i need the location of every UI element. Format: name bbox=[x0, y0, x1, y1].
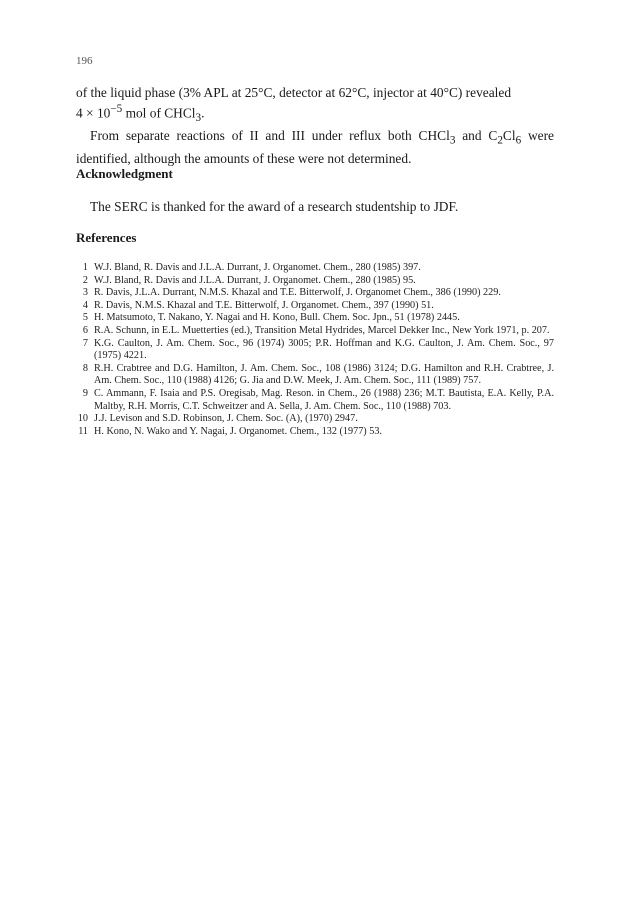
reference-text: H. Kono, N. Wako and Y. Nagai, J. Organomet. Chem., 132 (1977) 53. bbox=[94, 425, 382, 437]
reference-text: R. Davis, J.L.A. Durrant, N.M.S. Khazal and T.E. Bitterwolf, J. Organomet Chem., 386 (1990) 229. bbox=[94, 287, 501, 299]
reference-item bbox=[76, 312, 554, 325]
paragraph-separate-reactions bbox=[76, 127, 554, 167]
reference-item bbox=[76, 262, 554, 275]
reference-text: R. Davis, N.M.S. Khazal and T.E. Bitterwolf, J. Organomet. Chem., 397 (1990) 51. bbox=[94, 299, 434, 311]
reference-item bbox=[76, 363, 554, 388]
reference-item bbox=[76, 426, 554, 439]
reference-number: 10 bbox=[77, 413, 88, 425]
reference-number: 11 bbox=[78, 425, 88, 437]
reference-list bbox=[76, 262, 554, 438]
reference-item bbox=[76, 287, 554, 300]
p2-pre: From separate reactions of II and III under reflux both CHCl bbox=[90, 128, 450, 144]
references-heading: References bbox=[76, 230, 137, 245]
body-text bbox=[76, 84, 554, 167]
reference-text: J.J. Levison and S.D. Robinson, J. Chem. Soc. (A), (1970) 2947. bbox=[94, 413, 358, 425]
page-number: 196 bbox=[76, 55, 93, 67]
reference-text: K.G. Caulton, J. Am. Chem. Soc., 96 (1974) 3005; P.R. Hoffman and K.G. Caulton, J. Am. Chem. Soc., 97 (1975) 4221. bbox=[94, 337, 554, 362]
reference-item bbox=[76, 338, 554, 363]
reference-number: 3 bbox=[82, 287, 88, 299]
reference-item bbox=[76, 275, 554, 288]
p2-sub2: 2 bbox=[497, 134, 503, 147]
reference-item bbox=[76, 325, 554, 338]
acknowledgment-text: The SERC is thanked for the award of a research studentship to JDF. bbox=[90, 199, 459, 214]
reference-number: 9 bbox=[82, 387, 88, 399]
results-line-1: of the liquid phase (3% APL at 25°C, detector at 62°C, injector at 40°C) revealed bbox=[76, 85, 512, 100]
reference-text: W.J. Bland, R. Davis and J.L.A. Durrant, J. Organomet. Chem., 280 (1985) 95. bbox=[94, 274, 416, 286]
reference-item bbox=[76, 300, 554, 313]
reference-text: W.J. Bland, R. Davis and J.L.A. Durrant, J. Organomet. Chem., 280 (1985) 397. bbox=[94, 262, 421, 273]
reference-item bbox=[76, 413, 554, 426]
reference-number: 4 bbox=[82, 299, 88, 311]
reference-text: C. Ammann, F. Isaia and P.S. Oregisab, Mag. Reson. in Chem., 26 (1988) 236; M.T. Bautista, E.A. Kelly, P.A. Maltby, R.H. Morris, C.T. Schweitzer and A. Sella, J. Am. Chem. Soc., 110 (1988) 703. bbox=[94, 387, 554, 412]
exponent: −5 bbox=[110, 103, 123, 115]
reference-text: H. Matsumoto, T. Nakano, Y. Nagai and H. Kono, Bull. Chem. Soc. Jpn., 51 (1978) 2445. bbox=[94, 312, 460, 324]
paragraph-results bbox=[76, 84, 554, 127]
reference-number: 2 bbox=[82, 274, 88, 286]
reference-text: R.A. Schunn, in E.L. Muetterties (ed.), Transition Metal Hydrides, Marcel Dekker Inc., New York 1971, p. 207. bbox=[94, 324, 550, 336]
reference-text: R.H. Crabtree and D.G. Hamilton, J. Am. Chem. Soc., 108 (1986) 3124; D.G. Hamilton and R.H. Crabtree, J. Am. Chem. Soc., 110 (1988) 4126; G. Jia and D.W. Meek, J. Am. Chem. Soc., 111 (1989) 757. bbox=[94, 362, 554, 387]
p2-post: were identified, although the amounts of these were not determined. bbox=[76, 128, 554, 166]
p2-sub3: 6 bbox=[515, 134, 522, 147]
p2-mid2: Cl bbox=[502, 128, 516, 144]
p2-sub1: 3 bbox=[449, 134, 456, 147]
results-line-2: 4 × 10 bbox=[76, 105, 111, 121]
reference-number: 5 bbox=[82, 312, 88, 324]
subscript-3: 3 bbox=[195, 112, 202, 125]
period: . bbox=[201, 105, 205, 121]
acknowledgment-heading: Acknowledgment bbox=[76, 166, 173, 181]
results-line-2b: mol of CHCl bbox=[122, 105, 196, 121]
reference-number: 6 bbox=[82, 324, 88, 336]
reference-number: 8 bbox=[82, 362, 88, 374]
reference-number: 7 bbox=[82, 337, 88, 349]
p2-mid: and C bbox=[455, 128, 498, 144]
reference-number: 1 bbox=[82, 262, 88, 273]
reference-item bbox=[76, 388, 554, 413]
